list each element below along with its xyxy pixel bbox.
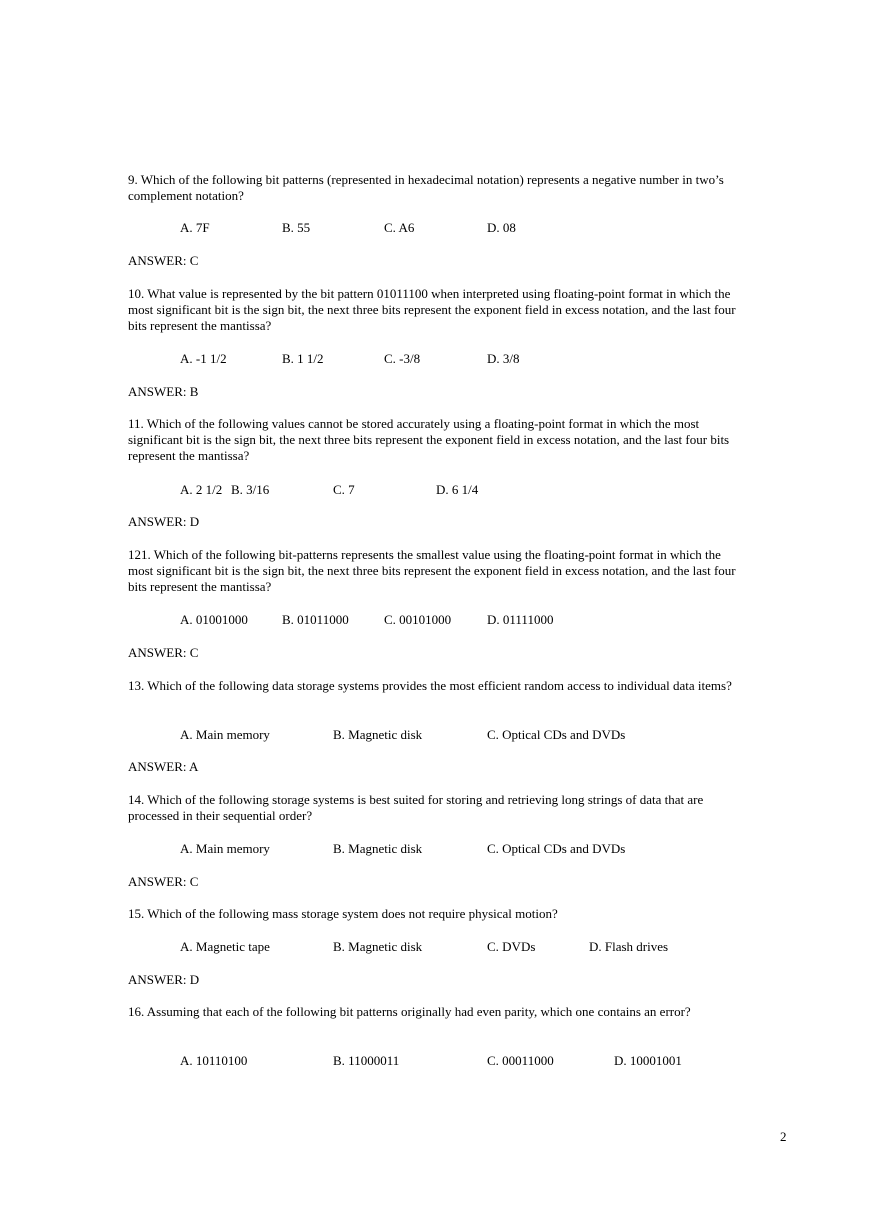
option-a: A. 7F [180, 220, 210, 235]
option-b: B. 3/16 [231, 482, 270, 497]
question-13-text: 13. Which of the following data storage systems provides the most efficient random access to individual data items? [128, 678, 732, 693]
option-a: A. 2 1/2 [180, 482, 223, 497]
option-a: A. -1 1/2 [180, 351, 227, 366]
option-c: C. DVDs [487, 939, 536, 954]
option-b: B. Magnetic disk [333, 939, 423, 954]
page-number: 2 [780, 1129, 787, 1144]
option-a: A. Main memory [180, 727, 270, 742]
option-d: D. 01111000 [487, 612, 554, 627]
question-15-text: 15. Which of the following mass storage system does not require physical motion? [128, 906, 558, 921]
question-9-text: 9. Which of the following bit patterns (represented in hexadecimal notation) represents a negative number in two’s complement notation? [128, 172, 724, 203]
option-c: C. 00101000 [384, 612, 452, 627]
option-a: A. Magnetic tape [180, 939, 270, 954]
question-10-options [0, 351, 872, 367]
option-b: B. 11000011 [333, 1053, 400, 1068]
question-14-answer: ANSWER: C [128, 874, 199, 889]
option-d: D. 3/8 [487, 351, 520, 366]
option-b: B. 1 1/2 [282, 351, 324, 366]
option-b: B. 55 [282, 220, 311, 235]
question-16-options [0, 1053, 872, 1069]
question-13-answer: ANSWER: A [128, 759, 199, 774]
question-12-answer: ANSWER: C [128, 645, 199, 660]
question-13-options [0, 727, 872, 743]
option-a: A. Main memory [180, 841, 270, 856]
question-10-text: 10. What value is represented by the bit pattern 01011100 when interpreted using floating-point format in which the most significant bit is the sign bit, the next three bits represent the exponent field in excess notation, and the last four bits represent the mantissa? [128, 286, 736, 333]
question-12-text: 121. Which of the following bit-patterns represents the smallest value using the floating-point format in which the most significant bit is the sign bit, the next three bits represent the exponent field in excess notation, and the last four bits represent the mantissa? [128, 547, 736, 594]
option-a: A. 10110100 [180, 1053, 248, 1068]
question-11-options [0, 482, 872, 498]
option-d: D. 08 [487, 220, 516, 235]
question-11-answer: ANSWER: D [128, 514, 200, 529]
question-10-answer: ANSWER: B [128, 384, 199, 399]
option-b: B. Magnetic disk [333, 841, 423, 856]
option-c: C. Optical CDs and DVDs [487, 841, 626, 856]
option-c: C. 00011000 [487, 1053, 554, 1068]
option-a: A. 01001000 [180, 612, 248, 627]
question-16-text: 16. Assuming that each of the following bit patterns originally had even parity, which one contains an error? [128, 1004, 691, 1019]
option-b: B. Magnetic disk [333, 727, 423, 742]
option-d: D. 10001001 [614, 1053, 682, 1068]
option-d: D. 6 1/4 [436, 482, 479, 497]
question-9-options [0, 220, 872, 236]
question-11-text: 11. Which of the following values cannot be stored accurately using a floating-point format in which the most significant bit is the sign bit, the next three bits represent the exponent field in excess notation, and the last four bits represent the mantissa? [128, 416, 730, 463]
option-c: C. 7 [333, 482, 355, 497]
option-b: B. 01011000 [282, 612, 349, 627]
option-c: C. A6 [384, 220, 415, 235]
question-14-options [0, 841, 872, 857]
question-15-options [0, 939, 872, 955]
question-14-text: 14. Which of the following storage systems is best suited for storing and retrieving long strings of data that are processed in their sequential order? [128, 792, 704, 823]
question-9-answer: ANSWER: C [128, 253, 199, 268]
question-15-answer: ANSWER: D [128, 972, 200, 987]
question-12-options [0, 612, 872, 628]
option-c: C. Optical CDs and DVDs [487, 727, 626, 742]
option-c: C. -3/8 [384, 351, 421, 366]
option-d: D. Flash drives [589, 939, 669, 954]
